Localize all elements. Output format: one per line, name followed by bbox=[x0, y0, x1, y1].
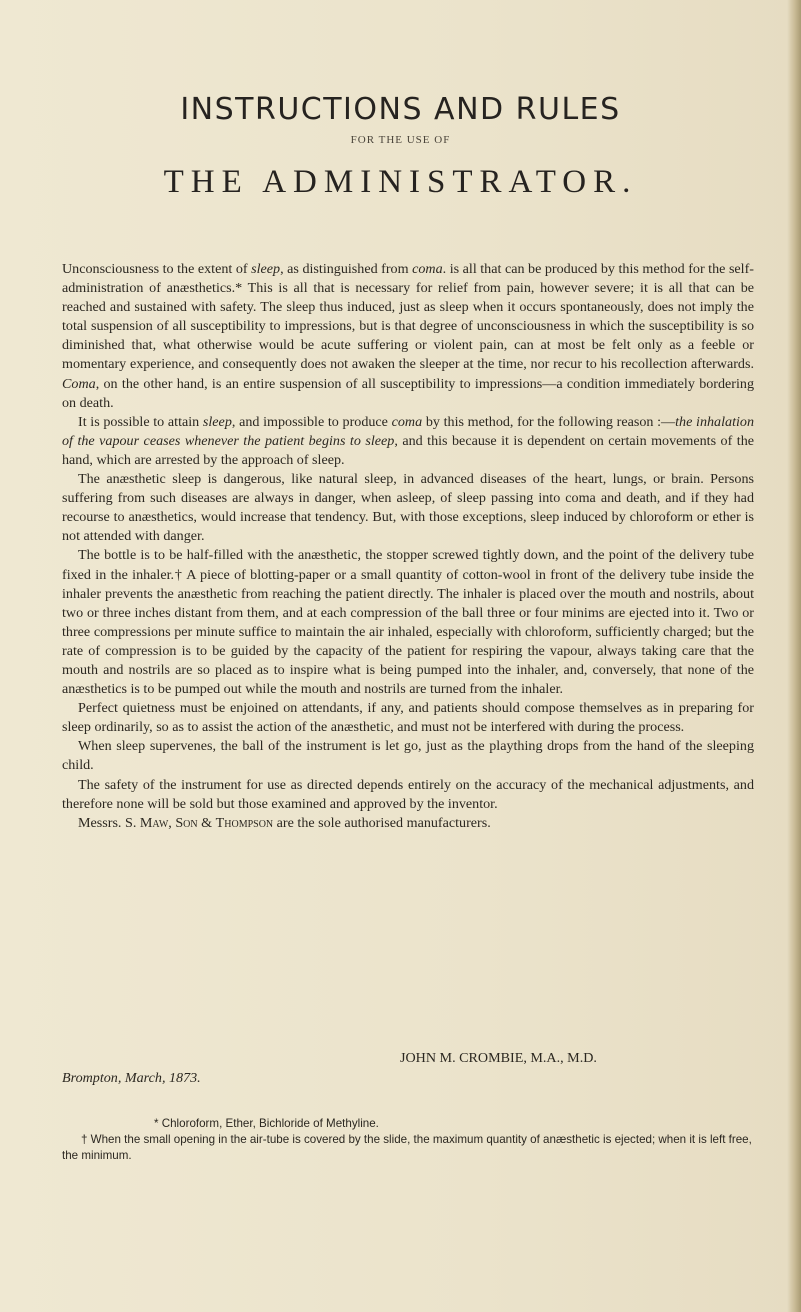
text-run: , and impossible to produce bbox=[231, 413, 392, 430]
text-run: , bbox=[168, 814, 176, 831]
paragraph bbox=[62, 260, 754, 413]
place-date: Brompton, March, 1873. bbox=[62, 1070, 201, 1086]
text-run: The bottle is to be half-filled with the anæsthetic, the stopper screwed tightly down, and the point of the delivery tube fixed in the inhaler.† A piece of blotting-paper or a small quantity of cotton-wool in front of the delivery tube inside the inhaler prevents the anæsthetic from reaching the patient directly. The inhaler is placed over the mouth and nostrils, about two or three inches distant from them, and at each compression of the ball three or four minims are ejected into it. Two or three compressions per minute suffice to maintain the air inhaled, especially with chloroform, sufficiently charged; but the rate of compression is to be guided by the capacity of the patient for respiring the vapour, always taking care that the mouth and nostrils are so placed as to inspire what is being pumped into the inhaler, and, conversely, that none of the anæsthetics is to be pumped out while the mouth and nostrils are turned from the inhaler. bbox=[62, 547, 754, 698]
paragraph bbox=[62, 814, 754, 833]
document-subtitle: FOR THE USE OF bbox=[350, 134, 451, 146]
document-title: INSTRUCTIONS AND RULES bbox=[180, 92, 621, 127]
text-run: When sleep supervenes, the ball of the instrument is let go, just as the plaything drops from the hand of the sleeping child. bbox=[62, 738, 754, 774]
text-run: sleep bbox=[251, 261, 281, 277]
text-run: Unconsciousness to the extent of bbox=[62, 261, 252, 277]
text-run: The anæsthetic sleep is dangerous, like natural sleep, in advanced diseases of the heart, lungs, or brain. Persons suffering from such diseases are always in danger, when asleep, of sleep passing into coma and death, and if they had recourse to anæsthetics, would increase that tendency. But, with those exceptions, sleep induced by chloroform or ether is not attended with danger. bbox=[62, 471, 754, 545]
signature: JOHN M. CROMBIE, M.A., M.D. bbox=[400, 1050, 597, 1066]
text-run: are the sole authorised manufacturers. bbox=[273, 814, 491, 831]
text-run: Maw bbox=[139, 814, 169, 831]
paragraph bbox=[62, 413, 754, 470]
text-run: Messrs. S. bbox=[78, 814, 140, 831]
paragraph bbox=[62, 776, 754, 814]
paragraph bbox=[62, 699, 754, 737]
text-run: , on the other hand, is an entire suspension of all susceptibility to impressions—a condition immediately bordering on death. bbox=[62, 375, 754, 411]
footnotes bbox=[62, 1116, 754, 1164]
paragraph bbox=[62, 737, 754, 775]
text-run: The safety of the instrument for use as directed depends entirely on the accuracy of the mechanical adjustments, and therefore none will be sold but those examined and approved by the inventor. bbox=[62, 776, 754, 812]
text-run: by this method, for the following reason :— bbox=[422, 413, 676, 430]
body-text bbox=[62, 260, 754, 833]
text-run: , and this because it is dependent on certain movements of the hand, which are arrested by the approach of sleep. bbox=[62, 432, 754, 468]
text-run: . is all that can be produced by this method for the self-administration of anæsthetics.* This is all that is necessary for relief from pain, however severe; it is all that can be reached and sustained with safety. The sleep thus induced, just as sleep when it occurs spontaneously, does not imply the total suspension of all susceptibility to impressions, but is that degree of unconsciousness in which the susceptibility is so diminished that, what otherwise would be acute suffering or violent pain, can at most be felt only as a feeble or momentary experience, and consequently does not awaken the sleeper at the time, nor recur to his recollection afterwards. bbox=[62, 261, 754, 373]
paragraph bbox=[62, 546, 754, 699]
text-run: Coma bbox=[62, 375, 96, 392]
text-run: , as distinguished from bbox=[280, 261, 413, 277]
text-run: It is possible to attain bbox=[78, 413, 203, 430]
text-run: Perfect quietness must be enjoined on attendants, if any, and patients should compose themselves as in preparing for sleep ordinarily, so as to assist the action of the anæsthetic, and must not be interfered with during the process. bbox=[62, 700, 754, 736]
text-run: & bbox=[197, 814, 216, 831]
paragraph bbox=[62, 470, 754, 546]
text-run: coma bbox=[391, 413, 423, 430]
document-heading: THE ADMINISTRATOR. bbox=[163, 164, 638, 200]
text-run: Son bbox=[175, 814, 198, 831]
text-run: coma bbox=[412, 261, 443, 277]
text-run: sleep bbox=[202, 413, 232, 430]
text-run: Thompson bbox=[215, 814, 274, 831]
footnote-1: * Chloroform, Ether, Bichloride of Methyline. bbox=[154, 1117, 379, 1130]
footnote-2: † When the small opening in the air-tube is covered by the slide, the maximum quantity of anæsthetic is ejected; when it is left free, the minimum. bbox=[62, 1133, 752, 1162]
text-run: the inhalation of the vapour ceases whenever the patient begins to sleep bbox=[62, 413, 754, 449]
